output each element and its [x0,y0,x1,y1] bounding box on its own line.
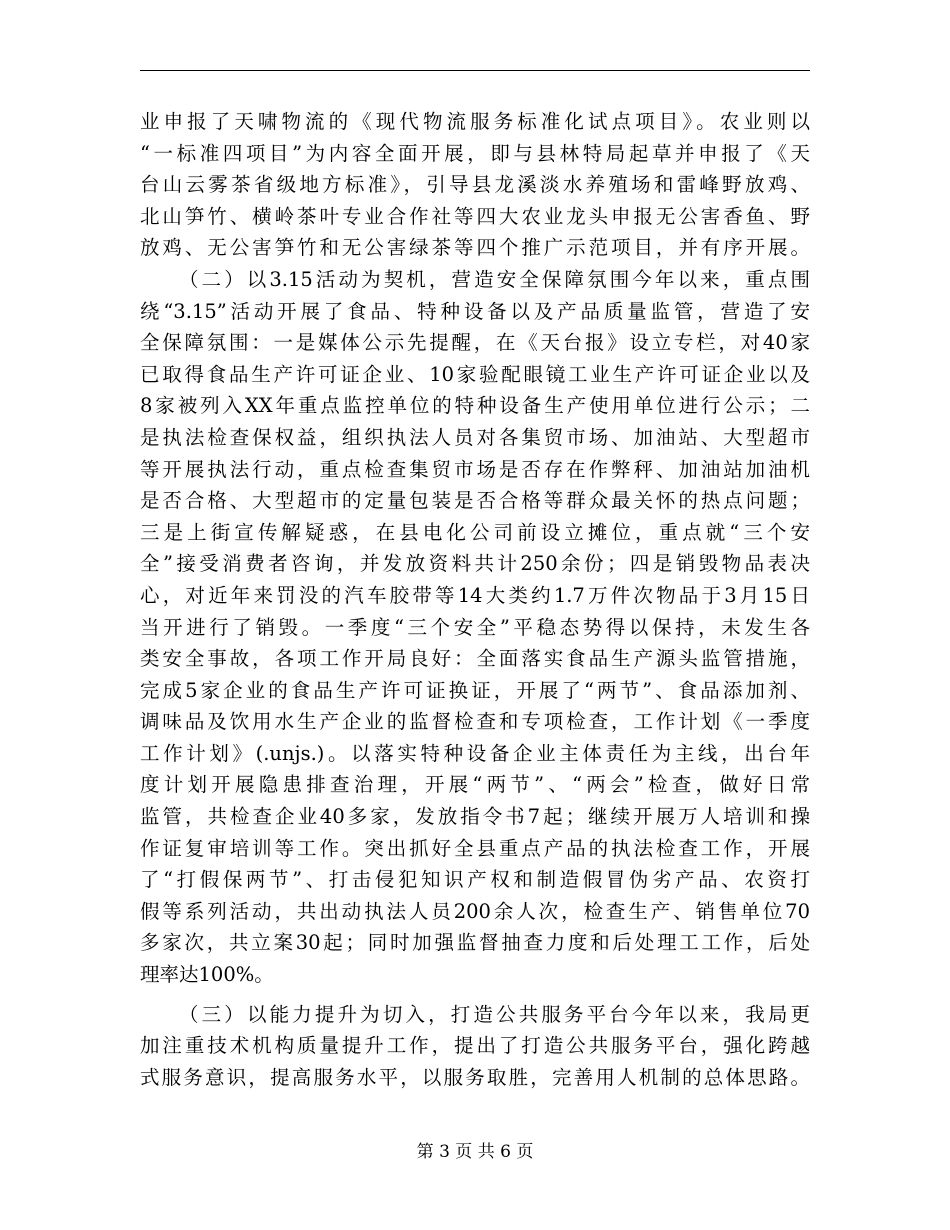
page-number: 第 3 页 共 6 页 [416,1142,534,1162]
paragraph-3 [140,999,810,1094]
text-line: （二）以3.15活动为契机，营造安全保障氛围今年以来，重点围 [179,267,810,291]
text-line: 工作计划》(.unjs.)。以落实特种设备企业主体责任为主线，出台年 [140,741,810,765]
text-line: 作证复审培训等工作。突出抓好全县重点产品的执法检查工作，开展 [140,836,810,860]
text-line: 业申报了天啸物流的《现代物流服务标准化试点项目》。农业则以 [140,110,810,133]
text-line: 已取得食品生产许可证企业、10家验配眼镜工业生产许可证企业以及 [140,362,810,386]
text-line: 全”接受消费者咨询，并发放资料共计250余份；四是销毁物品表决 [140,552,810,576]
paragraph-2 [140,264,810,991]
text-line: （三）以能力提升为切入，打造公共服务平台今年以来，我局更 [179,1002,810,1026]
text-line: 8家被列入XX年重点监控单位的特种设备生产使用单位进行公示；二 [140,394,810,418]
text-line: 等开展执法行动，重点检查集贸市场是否存在作弊秤、加油站加油机 [140,457,810,481]
text-line: 了“打假保两节”、打击侵犯知识产权和制造假冒伪劣产品、农资打 [140,868,810,892]
text-line: 式服务意识，提高服务水平，以服务取胜，完善用人机制的总体思路。 [140,1065,810,1089]
text-line: 加注重技术机构质量提升工作，提出了打造公共服务平台，强化跨越 [140,1034,810,1058]
text-line: 台山云雾茶省级地方标准》，引导县龙溪淡水养殖场和雷峰野放鸡、 [140,173,810,197]
text-line: 假等系列活动，共出动执法人员200余人次，检查生产、销售单位70 [140,899,810,923]
text-line: 北山笋竹、横岭茶叶专业合作社等四大农业龙头申报无公害香鱼、野 [140,204,810,228]
text-line: 度计划开展隐患排查治理，开展“两节”、“两会”检查，做好日常 [140,773,810,797]
text-line: 是执法检查保权益，组织执法人员对各集贸市场、加油站、大型超市 [140,425,810,449]
text-line-last: 理率达100%。 [140,963,274,987]
text-line: 多家次，共立案30起；同时加强监督抽查力度和后处理工工作，后处 [140,931,810,955]
document-body [140,106,810,1093]
text-line: 调味品及饮用水生产企业的监督检查和专项检查，工作计划《一季度 [140,710,810,734]
header-rule [140,70,810,71]
text-line: 完成5家企业的食品生产许可证换证，开展了“两节”、食品添加剂、 [140,678,810,702]
text-line: 三是上街宣传解疑惑，在县电化公司前设立摊位，重点就“三个安 [140,520,810,544]
text-line: 是否合格、大型超市的定量包装是否合格等群众最关怀的热点问题； [140,489,810,513]
text-line: 监管，共检查企业40多家，发放指令书7起；继续开展万人培训和操 [140,805,810,829]
text-line: 放鸡、无公害笋竹和无公害绿茶等四个推广示范项目，并有序开展。 [140,236,810,260]
paragraph-spacer [140,991,810,999]
text-line: 当开进行了销毁。一季度“三个安全”平稳态势得以保持，未发生各 [140,615,810,639]
paragraph-1 [140,106,810,264]
text-line: 心，对近年来罚没的汽车胶带等14大类约1.7万件次物品于3月15日 [140,583,810,607]
text-line: 类安全事故，各项工作开局良好：全面落实食品生产源头监管措施， [140,647,810,671]
text-line: “一标准四项目”为内容全面开展，即与县林特局起草并申报了《天 [140,141,810,165]
text-line: 绕“3.15”活动开展了食品、特种设备以及产品质量监管，营造了安 [140,299,810,323]
text-line: 全保障氛围：一是媒体公示先提醒，在《天台报》设立专栏，对40家 [140,331,810,355]
